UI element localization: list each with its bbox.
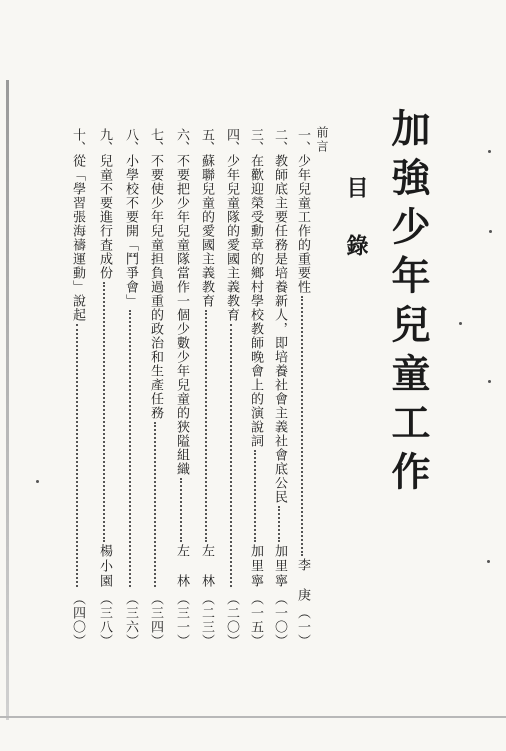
- entry-author: 楊小園: [97, 544, 112, 589]
- entry-author: 左 林: [199, 544, 214, 589]
- leader-dots: [129, 310, 131, 587]
- entry-author: 加里寧: [248, 544, 263, 589]
- leader-dots: [76, 324, 78, 587]
- toc-entry: [246, 128, 264, 648]
- entry-number: 十、: [70, 128, 85, 154]
- paper-speck: [459, 322, 462, 325]
- entry-number: 六、: [174, 128, 189, 154]
- entry-author: 李 庚: [295, 558, 310, 603]
- leader-dots: [180, 478, 182, 542]
- paper-speck: [36, 480, 39, 483]
- paper-speck: [487, 560, 490, 563]
- toc-entry: [95, 128, 113, 648]
- entry-title: 小學校不要開「鬥爭會」: [123, 154, 138, 308]
- entry-author: 加里寧: [272, 544, 287, 589]
- entry-title: 在歡迎榮受勳章的鄉村學校教師晚會上的演說詞: [248, 154, 263, 448]
- leader-dots: [103, 282, 105, 542]
- entry-page: （一）: [295, 606, 310, 648]
- entry-number: 一、: [295, 128, 310, 154]
- page-binding-edge: [6, 80, 9, 720]
- entry-page: （一五）: [248, 592, 263, 648]
- paper-speck: [489, 230, 492, 233]
- entry-number: 三、: [248, 128, 263, 154]
- entry-title: 少年兒童隊的愛國主義教育: [224, 154, 239, 322]
- entry-page: （三六）: [123, 592, 138, 648]
- page-bottom-edge: [0, 716, 506, 718]
- entry-title: 不要把少年兒童隊當作一個少數少年兒童的狹隘組織: [174, 154, 189, 476]
- paper-speck: [488, 380, 491, 383]
- entry-title: 蘇聯兒童的愛國主義教育: [199, 154, 214, 308]
- entry-number: 七、: [148, 128, 163, 154]
- entry-page: （二三）: [199, 592, 214, 648]
- entry-title: 教師底主要任務是培養新人，即培養社會主義社會底公民: [272, 154, 287, 504]
- toc-preface: [314, 126, 331, 154]
- toc-entry: [121, 128, 139, 648]
- toc-entry: [172, 128, 190, 648]
- entry-title: 不要使少年兒童担負過重的政治和生產任務: [148, 154, 163, 420]
- toc-entry: [270, 128, 288, 648]
- entry-number: 四、: [224, 128, 239, 154]
- leader-dots: [254, 450, 256, 542]
- leader-dots: [205, 310, 207, 542]
- toc-entry: [197, 128, 215, 648]
- entry-author: 左 林: [174, 544, 189, 589]
- paper-speck: [488, 150, 491, 153]
- leader-dots: [230, 324, 232, 587]
- entry-title: 少年兒童工作的重要性: [295, 154, 310, 294]
- leader-dots: [301, 296, 303, 556]
- leader-dots: [154, 422, 156, 587]
- entry-page: （三八）: [97, 592, 112, 648]
- toc-entry: [222, 128, 240, 648]
- entry-page: （二〇）: [224, 592, 239, 648]
- preface-label: 前言: [315, 126, 329, 154]
- toc-heading: 目錄: [343, 176, 369, 292]
- entry-page: （四〇）: [70, 592, 85, 648]
- entry-page: （一〇）: [272, 592, 287, 648]
- toc-entry: [68, 128, 86, 648]
- toc-entry: [293, 128, 311, 648]
- toc-entry: [146, 128, 164, 648]
- entry-number: 八、: [123, 128, 138, 154]
- entry-page: （三一）: [174, 592, 189, 648]
- entry-title: 兒童不要進行査成份: [97, 154, 112, 280]
- entry-title: 從「學習張海禱運動」說起: [70, 154, 85, 322]
- entry-number: 二、: [272, 128, 287, 154]
- leader-dots: [278, 506, 280, 542]
- entry-number: 九、: [97, 128, 112, 154]
- entry-number: 五、: [199, 128, 214, 154]
- entry-page: （三四）: [148, 592, 163, 648]
- book-title: 加強少年兒童工作: [385, 108, 431, 500]
